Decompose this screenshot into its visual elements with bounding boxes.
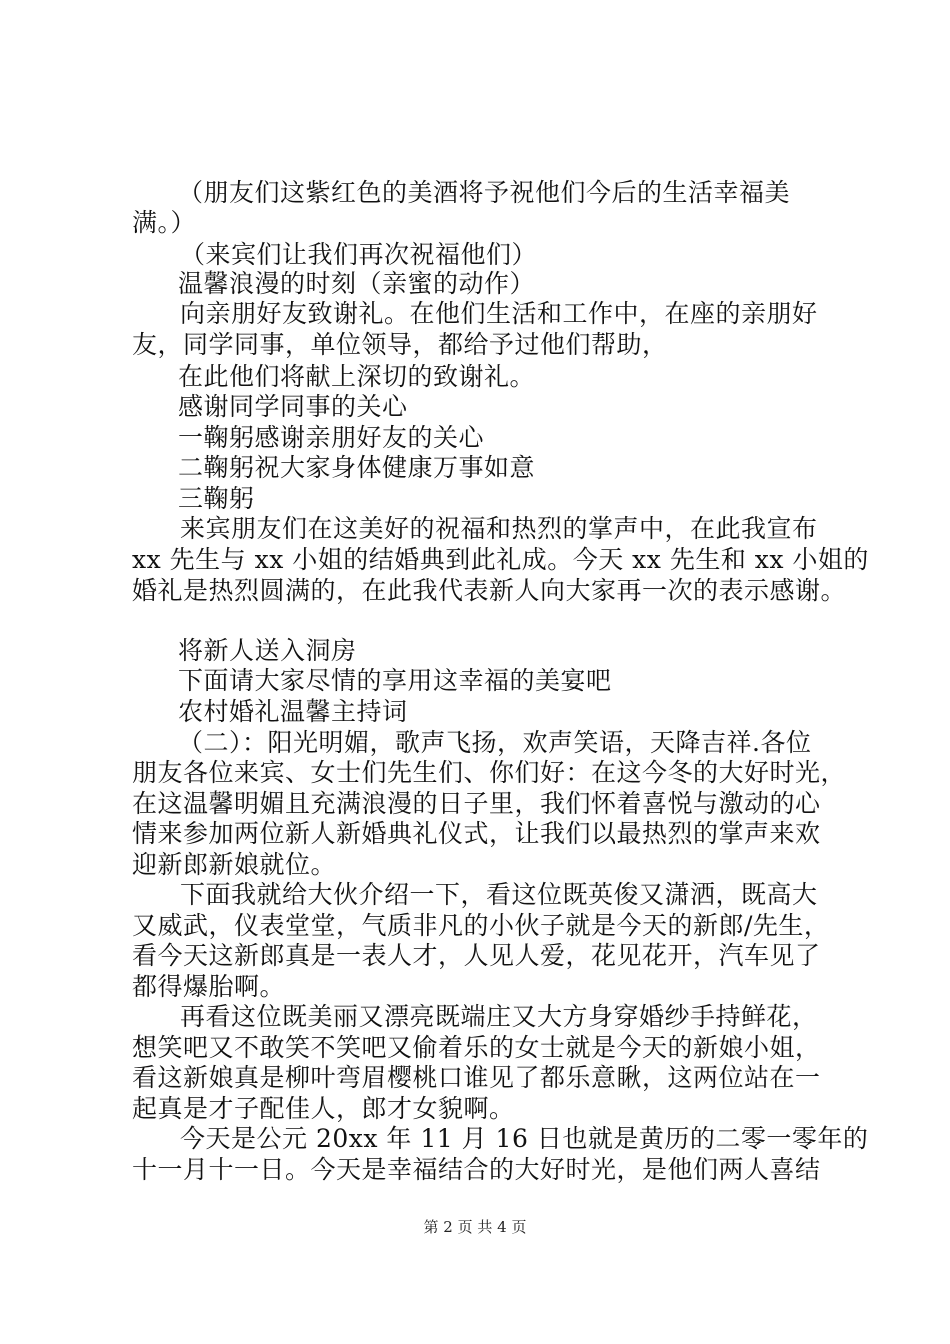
text-line: 温馨浪漫的时刻（亲蜜的动作） [178,269,536,298]
text-line: 迎新郎新娘就位。 [132,850,337,879]
text-line: 情来参加两位新人新婚典礼仪式，让我们以最热烈的掌声来欢 [132,819,821,848]
text-line: 满。） [132,208,197,237]
text-line: 朋友各位来宾、女士们先生们、你们好：在这今冬的大好时光， [132,758,847,787]
text-line: （朋友们这紫红色的美酒将予祝他们今后的生活幸福美 [178,178,791,207]
text-line: 二鞠躬祝大家身体健康万事如意 [178,453,536,482]
text-line: 将新人送入洞房 [178,636,357,665]
text-line: xx 先生与 xx 小姐的结婚典到此礼成。今天 xx 先生和 xx 小姐的 [132,545,869,574]
text-line: 下面我就给大伙介绍一下，看这位既英俊又潇洒，既高大 [180,880,818,909]
text-line: 友，同学同事，单位领导，都给予过他们帮助， [132,330,668,359]
text-line: 向亲朋好友致谢礼。在他们生活和工作中，在座的亲朋好 [180,299,818,328]
text-line: 婚礼是热烈圆满的，在此我代表新人向大家再一次的表示感谢。 [132,576,847,605]
text-line: 想笑吧又不敢笑不笑吧又偷着乐的女士就是今天的新娘小姐， [132,1033,821,1062]
text-line: 看这新娘真是柳叶弯眉樱桃口谁见了都乐意瞅，这两位站在一 [132,1063,821,1092]
text-line: 都得爆胎啊。 [132,972,286,1001]
text-line: 又威武，仪表堂堂，气质非凡的小伙子就是今天的新郎/先生， [132,911,830,940]
text-line: 看今天这新郎真是一表人才，人见人爱，花见花开，汽车见了 [132,941,821,970]
text-line: 感谢同学同事的关心 [178,392,408,421]
text-line: 今天是公元 20xx 年 11 月 16 日也就是黄历的二零一零年的 [180,1124,869,1153]
text-line: 在此他们将献上深切的致谢礼。 [178,362,536,391]
text-line: 十一月十一日。今天是幸福结合的大好时光，是他们两人喜结 [132,1155,821,1184]
text-line: 来宾朋友们在这美好的祝福和热烈的掌声中，在此我宣布 [180,514,818,543]
text-line: （来宾们让我们再次祝福他们） [180,240,538,269]
text-line: （二）：阳光明媚，歌声飞扬，欢声笑语，天降吉祥.各位 [178,728,812,757]
text-line: 农村婚礼温馨主持词 [178,697,408,726]
text-line: 三鞠躬 [178,484,255,513]
text-line: 在这温馨明媚且充满浪漫的日子里，我们怀着喜悦与激动的心 [132,789,821,818]
page-footer: 第 2 页 共 4 页 [423,1218,527,1236]
text-line: 起真是才子配佳人，郎才女貌啊。 [132,1094,515,1123]
text-line: 下面请大家尽情的享用这幸福的美宴吧 [178,666,612,695]
text-line: 再看这位既美丽又漂亮既端庄又大方身穿婚纱手持鲜花， [180,1002,818,1031]
text-line: 一鞠躬感谢亲朋好友的关心 [178,423,485,452]
